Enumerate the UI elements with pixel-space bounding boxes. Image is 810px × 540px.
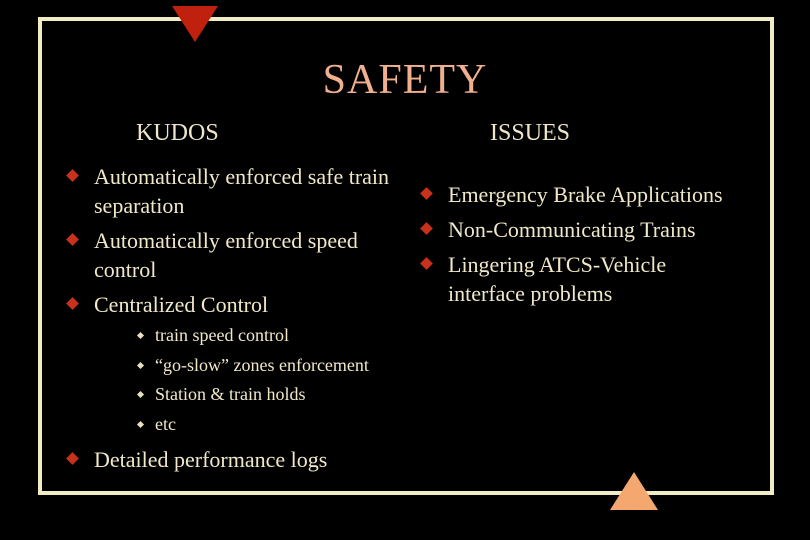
- issues-list: [418, 180, 748, 314]
- kudos-item-text: Automatically enforced safe train separation: [94, 164, 390, 218]
- diamond-bullet-icon: [66, 452, 79, 465]
- issues-item-text: Lingering ATCS-Vehicle interface problems: [448, 252, 667, 306]
- sub-item: [94, 321, 404, 351]
- kudos-list: [64, 162, 404, 480]
- issues-item-text: Emergency Brake Applications: [448, 182, 723, 207]
- kudos-item-text: Automatically enforced speed control: [94, 228, 358, 282]
- kudos-item-text: Centralized Control: [94, 292, 269, 317]
- kudos-item-text: Detailed performance logs: [94, 447, 328, 472]
- diamond-bullet-icon: [66, 169, 79, 182]
- sub-item: [94, 351, 404, 381]
- issues-item-text: Non-Communicating Trains: [448, 217, 696, 242]
- issues-heading: ISSUES: [490, 120, 571, 146]
- kudos-item: [64, 162, 404, 220]
- centralized-control-sublist: [94, 321, 404, 439]
- kudos-item: [64, 445, 404, 474]
- kudos-item: [64, 290, 404, 439]
- kudos-item: [64, 226, 404, 284]
- diamond-bullet-icon: [420, 222, 433, 235]
- sub-item-text: etc: [155, 413, 176, 434]
- small-diamond-bullet-icon: [137, 420, 144, 427]
- issues-item: [418, 250, 748, 308]
- sub-item-text: Station & train holds: [155, 384, 306, 404]
- diamond-bullet-icon: [66, 297, 79, 310]
- up-triangle-icon: [610, 472, 658, 510]
- small-diamond-bullet-icon: [137, 391, 144, 398]
- small-diamond-bullet-icon: [137, 332, 144, 339]
- issues-item: [418, 180, 748, 209]
- diamond-bullet-icon: [66, 233, 79, 246]
- diamond-bullet-icon: [420, 187, 433, 200]
- sub-item: [94, 410, 404, 440]
- sub-item-text: “go-slow” zones enforcement: [155, 354, 369, 375]
- sub-item: [94, 380, 404, 410]
- sub-item-text: train speed control: [155, 325, 289, 345]
- slide-title: SAFETY: [322, 57, 488, 103]
- small-diamond-bullet-icon: [137, 361, 144, 368]
- diamond-bullet-icon: [420, 257, 433, 270]
- issues-item: [418, 215, 748, 244]
- kudos-heading: KUDOS: [136, 120, 219, 146]
- down-triangle-icon: [172, 6, 218, 42]
